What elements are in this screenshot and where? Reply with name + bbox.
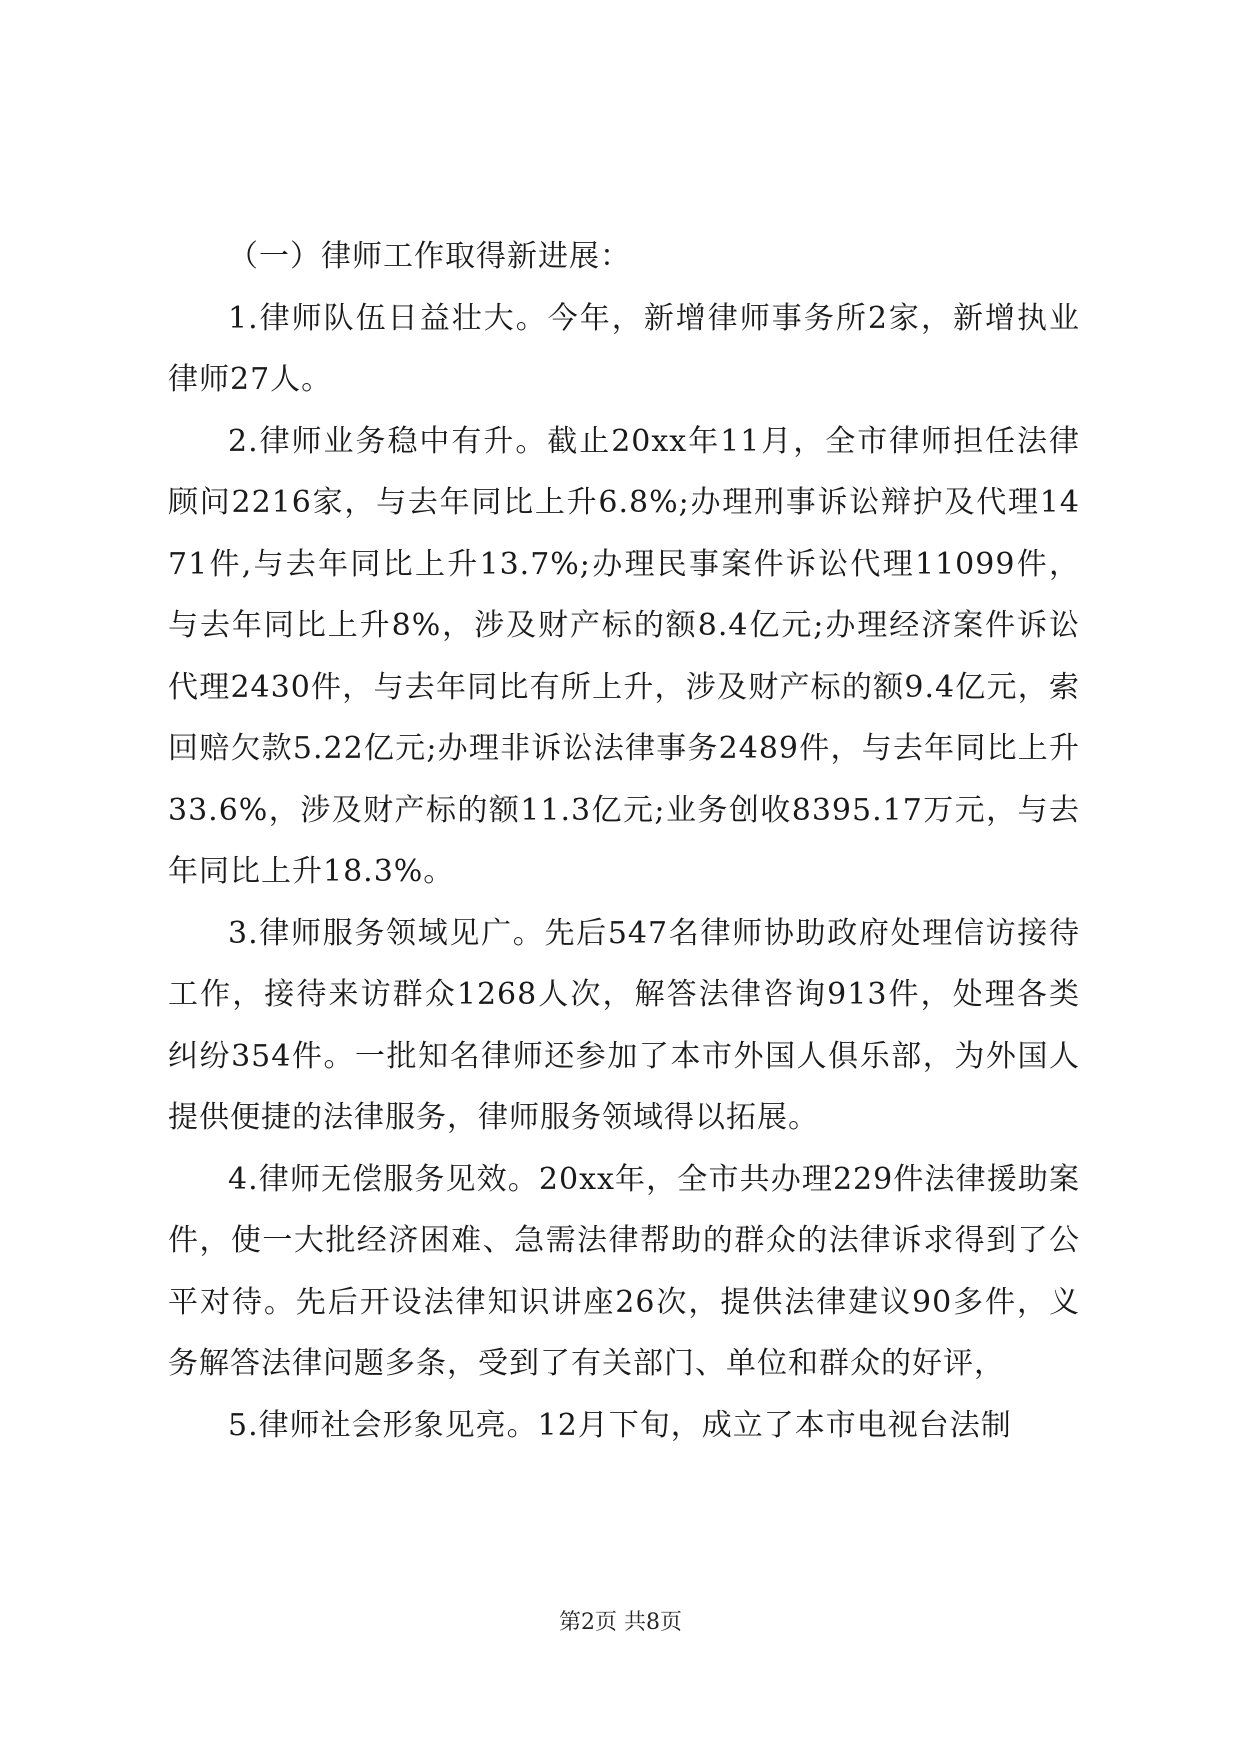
paragraph-3: 3.律师服务领域见广。先后547名律师协助政府处理信访接待工作，接待来访群众1268人次，解答法律咨询913件，处理各类纠纷354件。一批知名律师还参加了本市外国人俱乐部，为外国人提供便捷的法律服务，律师服务领域得以拓展。 xyxy=(168,915,1080,1135)
paragraph-5: 5.律师社会形象见亮。12月下旬，成立了本市电视台法制 xyxy=(228,1407,1012,1443)
paragraph-4: 4.律师无偿服务见效。20xx年，全市共办理229件法律援助案件，使一大批经济困难、急需法律帮助的群众的法律诉求得到了公平对待。先后开设法律知识讲座26次，提供法律建议90多件，义务解答法律问题多条，受到了有关部门、单位和群众的好评， xyxy=(168,1161,1080,1381)
paragraph-1: 1.律师队伍日益壮大。今年，新增律师事务所2家，新增执业律师27人。 xyxy=(168,300,1080,397)
document-body xyxy=(168,226,1080,1456)
section-heading: （一）律师工作取得新进展： xyxy=(228,239,631,274)
page-footer: 第2页 共8页 xyxy=(559,1610,682,1635)
paragraph-2: 2.律师业务稳中有升。截止20xx年11月，全市律师担任法律顾问2216家，与去年同比上升6.8%;办理刑事诉讼辩护及代理1471件,与去年同比上升13.7%;办理民事案件诉讼代理11099件，与去年同比上升8%，涉及财产标的额8.4亿元;办理经济案件诉讼代理2430件，与去年同比有所上升，涉及财产标的额9.4亿元，索回赔欠款5.22亿元;办理非诉讼法律事务2489件，与去年同比上升33.6%，涉及财产标的额11.3亿元;业务创收8395.17万元，与去年同比上升18.3%。 xyxy=(168,423,1080,889)
